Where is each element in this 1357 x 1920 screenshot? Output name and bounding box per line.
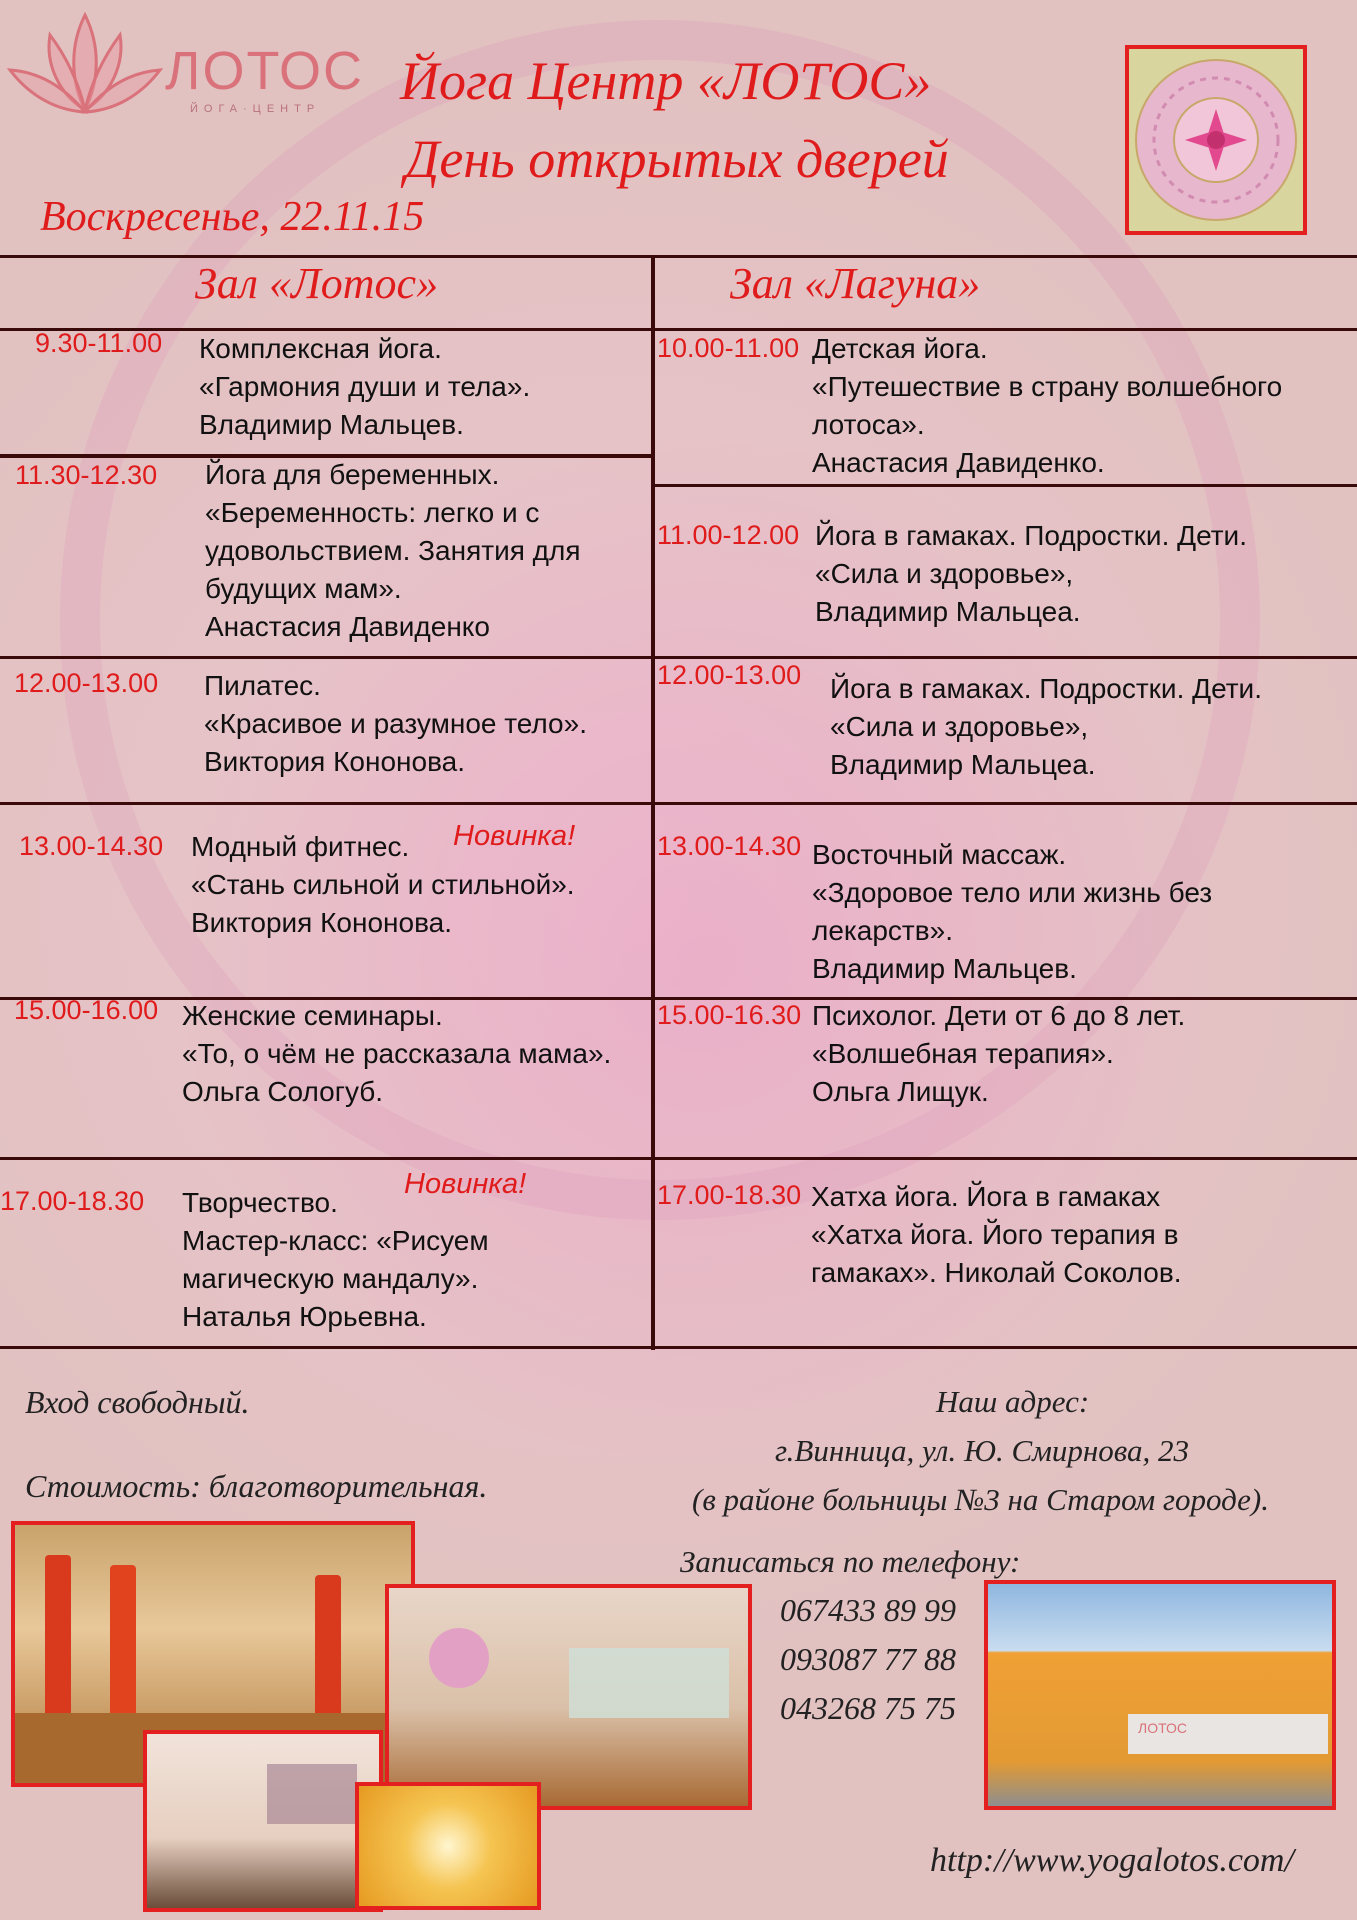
session-time: 13.00-14.30 [19,831,164,861]
session-entry: Женские семинары. «То, о чём не рассказала мама». Ольга Сологуб. [182,1000,612,1107]
session-entry: Хатха йога. Йога в гамаках «Хатха йога. Його терапия в гамаках». Николай Соколов. [811,1181,1182,1288]
session-entry: Комплексная йога. «Гармония души и тела». Владимир Мальцев. [199,333,531,440]
session-time: 12.00-13.00 [14,668,159,698]
session-time: 17.00-18.30 [657,1180,802,1210]
photo-reception [143,1730,383,1912]
left-row-divider [0,656,651,659]
table-bottom-border [0,1346,1357,1349]
session-time: 15.00-16.00 [14,995,159,1025]
title-line-2: День открытых дверей [405,129,949,189]
phone-number[interactable]: 043268 75 75 [780,1690,956,1726]
address-line-2: (в районе больницы №3 на Старом городе). [692,1482,1269,1517]
session-time: 12.00-13.00 [657,660,802,690]
phone-label: Записаться по телефону: [680,1544,1021,1579]
mandala-picture [1125,45,1307,235]
lotus-logo-icon [0,0,170,130]
session-entry: Детская йога. «Путешествие в страну волшебного лотоса». Анастасия Давиденко. [812,333,1283,478]
free-entry-note: Вход свободный. [25,1384,250,1420]
new-badge: Новинка! [453,820,576,852]
session-entry: Восточный массаж. «Здоровое тело или жизнь без лекарств». Владимир Мальцев. [812,839,1213,984]
building-sign: ЛОТОС [1138,1720,1187,1736]
logo-subtitle: ЙОГА·ЦЕНТР [190,103,321,115]
session-time: 9.30-11.00 [35,328,163,358]
new-badge: Новинка! [404,1168,527,1200]
session-time: 15.00-16.30 [657,1000,802,1030]
right-row-divider [655,484,1357,487]
session-entry: Модный фитнес. «Стань сильной и стильной». Виктория Кононова. [191,831,575,938]
phone-number[interactable]: 093087 77 88 [780,1641,956,1677]
session-time: 10.00-11.00 [657,333,800,363]
photo-building [984,1580,1336,1810]
phone-number[interactable]: 067433 89 99 [780,1592,956,1628]
cost-note: Стоимость: благотворительная. [25,1468,488,1504]
session-time: 17.00-18.30 [0,1186,145,1216]
right-row-divider [655,1157,1357,1160]
mandala-icon [1129,49,1303,231]
hall-right-title: Зал «Лагуна» [730,259,981,308]
logo [0,0,364,130]
photo-hall-room [385,1584,752,1810]
session-time: 11.30-12.30 [15,460,158,490]
session-entry: Йога в гамаках. Подростки. Дети. «Сила и здоровье», Владимир Мальцеа. [830,673,1262,780]
left-row-divider [0,1157,651,1160]
session-entry: Творчество. Мастер-класс: «Рисуем магическую мандалу». Наталья Юрьевна. [182,1187,489,1332]
left-row-divider [0,802,651,805]
address-line-1: г.Винница, ул. Ю. Смирнова, 23 [775,1433,1190,1468]
session-entry: Пилатес. «Красивое и разумное тело». Виктория Кононова. [204,670,587,777]
title-line-1: Йога Центр «ЛОТОС» [400,51,932,111]
logo-name: ЛОТОС [165,41,364,101]
session-time: 11.00-12.00 [657,520,800,550]
right-row-divider [655,802,1357,805]
event-date: Воскресенье, 22.11.15 [40,194,425,240]
photo-mandala-wall [355,1782,541,1910]
session-time: 13.00-14.30 [657,831,802,861]
hall-left-title: Зал «Лотос» [195,259,439,308]
session-entry: Психолог. Дети от 6 до 8 лет. «Волшебная терапия». Ольга Лищук. [812,1000,1186,1107]
address-label: Наш адрес: [936,1384,1090,1419]
session-entry: Йога в гамаках. Подростки. Дети. «Сила и здоровье», Владимир Мальцеа. [815,520,1247,627]
right-row-divider [655,656,1357,659]
website-link[interactable]: http://www.yogalotos.com/ [930,1842,1294,1879]
session-entry: Йога для беременных. «Беременность: легко и с удовольствием. Занятия для будущих мам». Анастасия Давиденко [205,459,581,642]
